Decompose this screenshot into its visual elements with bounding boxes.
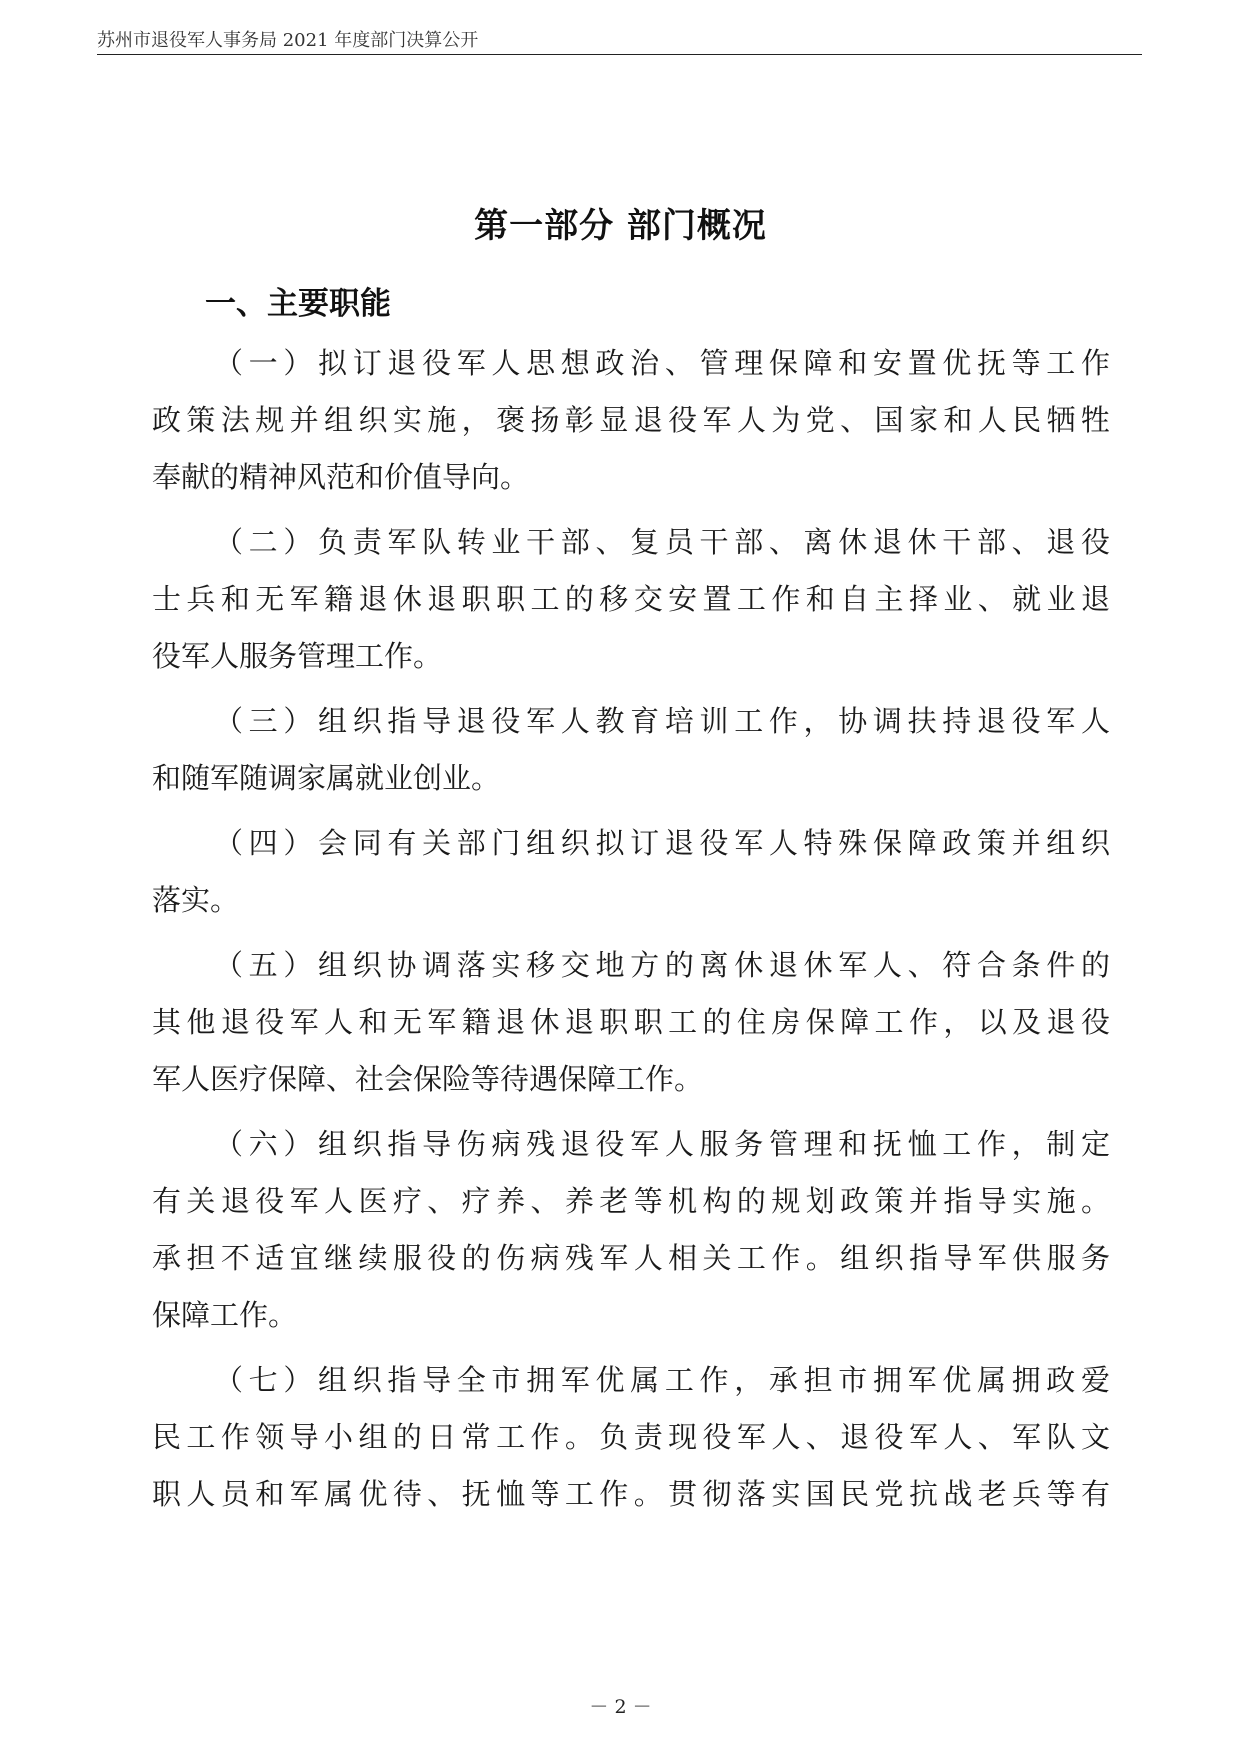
paragraph-line: （五）组织协调落实移交地方的离休退休军人、符合条件的 <box>214 948 1110 982</box>
running-header-title: 苏州市退役军人事务局 2021 年度部门决算公开 <box>97 30 479 51</box>
paragraph-3 <box>152 693 1110 807</box>
paragraph-2 <box>152 514 1110 685</box>
paragraph-line: 军人医疗保障、社会保险等待遇保障工作。 <box>152 1062 704 1096</box>
paragraph-line: 政策法规并组织实施，褒扬彰显退役军人为党、国家和人民牺牲 <box>152 403 1110 437</box>
paragraph-1 <box>152 335 1110 506</box>
running-header <box>97 22 1142 55</box>
paragraph-line: 奉献的精神风范和价值导向。 <box>152 460 530 494</box>
paragraph-line: 承担不适宜继续服役的伤病残军人相关工作。组织指导军供服务 <box>152 1241 1110 1275</box>
paragraph-line: 职人员和军属优待、抚恤等工作。贯彻落实国民党抗战老兵等有 <box>152 1477 1110 1511</box>
section-heading: 一、主要职能 <box>205 286 391 322</box>
paragraph-line: 保障工作。 <box>152 1298 298 1332</box>
page-title: 第一部分 部门概况 <box>474 206 767 246</box>
paragraph-line: （二）负责军队转业干部、复员干部、离休退休干部、退役 <box>214 525 1110 559</box>
paragraph-line: 士兵和无军籍退休退职职工的移交安置工作和自主择业、就业退 <box>152 582 1110 616</box>
paragraph-line: （六）组织指导伤病残退役军人服务管理和抚恤工作，制定 <box>214 1127 1110 1161</box>
paragraph-line: 有关退役军人医疗、疗养、养老等机构的规划政策并指导实施。 <box>152 1184 1110 1218</box>
paragraph-line: 落实。 <box>152 883 240 917</box>
paragraph-5 <box>152 937 1110 1108</box>
paragraph-4 <box>152 815 1110 929</box>
paragraph-line: 役军人服务管理工作。 <box>152 639 443 673</box>
paragraph-line: 和随军随调家属就业创业。 <box>152 761 501 795</box>
paragraph-line: （四）会同有关部门组织拟订退役军人特殊保障政策并组织 <box>214 826 1110 860</box>
paragraph-line: 民工作领导小组的日常工作。负责现役军人、退役军人、军队文 <box>152 1420 1110 1454</box>
body-text <box>152 335 1110 1531</box>
paragraph-line: （七）组织指导全市拥军优属工作，承担市拥军优属拥政爱 <box>214 1363 1110 1397</box>
paragraph-7 <box>152 1352 1110 1523</box>
page-number: － 2 － <box>589 1696 652 1718</box>
paragraph-line: 其他退役军人和无军籍退休退职职工的住房保障工作，以及退役 <box>152 1005 1110 1039</box>
paragraph-6 <box>152 1116 1110 1344</box>
paragraph-line: （三）组织指导退役军人教育培训工作，协调扶持退役军人 <box>214 704 1110 738</box>
paragraph-line: （一）拟订退役军人思想政治、管理保障和安置优抚等工作 <box>214 346 1110 380</box>
